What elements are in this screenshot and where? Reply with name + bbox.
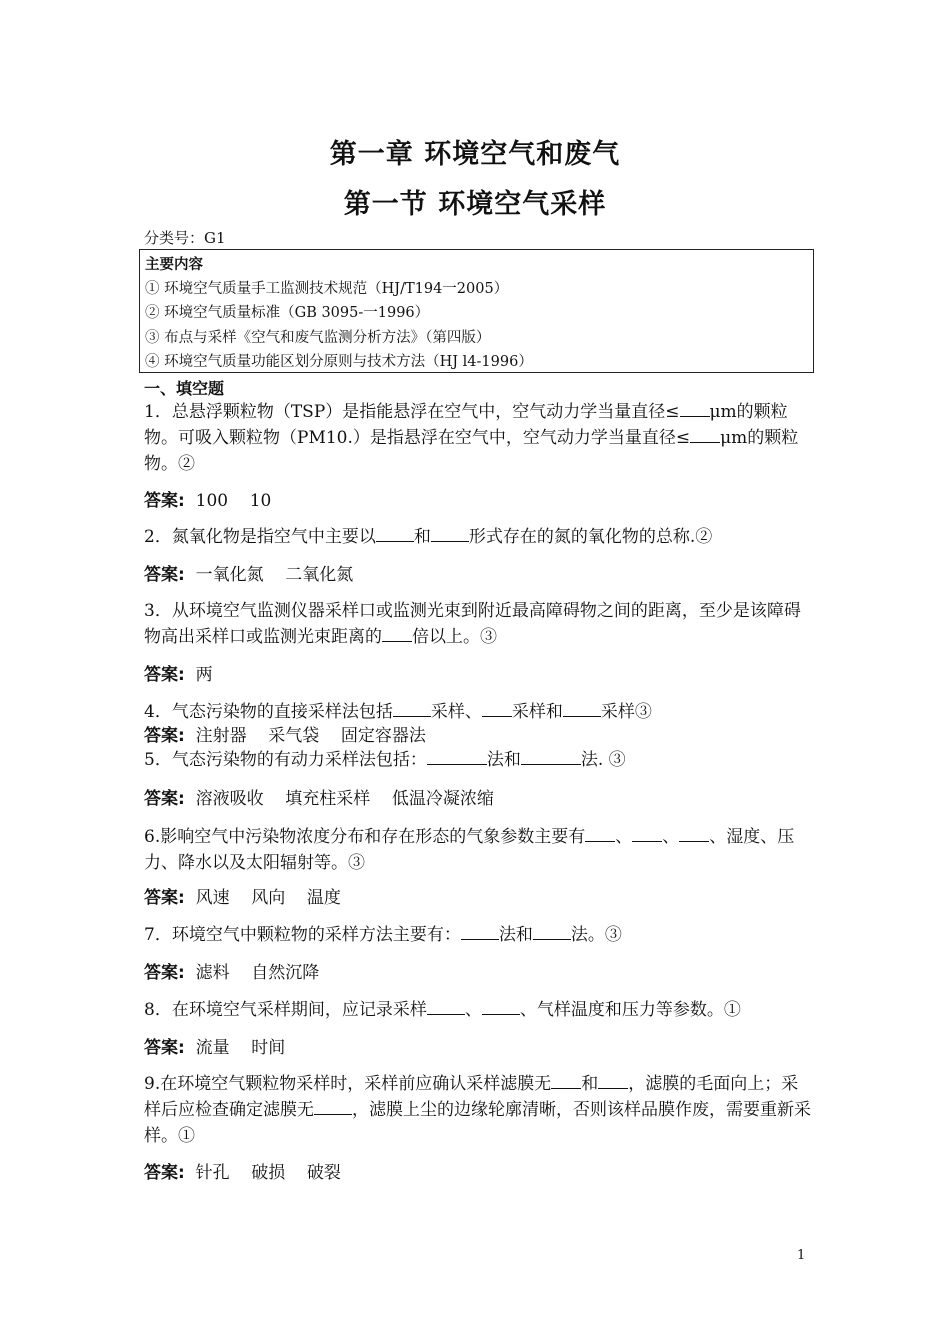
answer-8: 答案: 流量 时间 xyxy=(144,1038,286,1058)
contents-heading: 主要内容 xyxy=(145,257,203,273)
answer-4: 答案: 注射器 采气袋 固定容器法 xyxy=(144,726,426,746)
contents-item: ① 环境空气质量手工监测技术规范（HJ/T194一2005） xyxy=(145,281,509,298)
question-4: 4．气态污染物的直接采样法包括 采样、 采样和 采样③ xyxy=(144,702,652,722)
answer-9: 答案: 针孔 破损 破裂 xyxy=(144,1163,341,1183)
chapter-title: 第一章 环境空气和废气 xyxy=(329,139,621,170)
blank xyxy=(427,748,487,765)
blank xyxy=(563,700,601,717)
fill-in-blank-heading: 一、填空题 xyxy=(144,379,225,398)
question-3: 3．从环境空气监测仪器采样口或监测光束到附近最高障碍物之间的距离，至少是该障碍物高出采样口或监测光束距离的 倍以上。③ xyxy=(144,601,801,647)
blank xyxy=(376,525,414,542)
blank xyxy=(461,923,499,940)
blank xyxy=(521,748,581,765)
question-9: 9.在环境空气颗粒物采样时，采样前应确认采样滤膜无 和 ，滤膜的毛面向上；采样后应检查确定滤膜无 ，滤膜上尘的边缘轮廓清晰，否则该样品膜作废，需要重新采样。① xyxy=(144,1074,811,1146)
blank xyxy=(427,998,465,1015)
blank xyxy=(533,923,571,940)
blank xyxy=(551,1072,581,1089)
blank xyxy=(382,625,412,642)
classification-code: 分类号：G1 xyxy=(144,229,226,247)
blank xyxy=(680,400,710,417)
answer-3: 答案: 两 xyxy=(144,665,213,685)
question-1: 1．总悬浮颗粒物（TSP）是指能悬浮在空气中，空气动力学当量直径≤ μm的颗粒物。可吸入颗粒物（PM10.）是指悬浮在空气中，空气动力学当量直径≤ μm的颗粒物。② xyxy=(144,402,799,474)
blank xyxy=(393,700,431,717)
page-number: 1 xyxy=(797,1248,806,1263)
answer-1: 答案: 100 10 xyxy=(144,491,272,511)
answer-5: 答案: 溶液吸收 填充柱采样 低温冷凝浓缩 xyxy=(144,789,494,809)
question-2: 2．氮氧化物是指空气中主要以 和 形式存在的氮的氧化物的总称.② xyxy=(144,527,713,547)
contents-item: ③ 布点与采样《空气和废气监测分析方法》（第四版） xyxy=(145,329,491,346)
blank xyxy=(482,998,520,1015)
blank xyxy=(482,700,512,717)
answer-2: 答案: 一氧化氮 二氧化氮 xyxy=(144,565,354,585)
blank xyxy=(585,825,615,842)
contents-item: ④ 环境空气质量功能区划分原则与技术方法（HJ l4-1996） xyxy=(145,353,533,370)
blank xyxy=(431,525,469,542)
contents-item: ② 环境空气质量标准（GB 3095-一1996） xyxy=(145,305,430,322)
section-title: 第一节 环境空气采样 xyxy=(343,189,607,220)
question-6: 6.影响空气中污染物浓度分布和存在形态的气象参数主要有 、 、 、湿度、压力、降水以及太阳辐射等。③ xyxy=(144,827,795,873)
question-5: 5．气态污染物的有动力采样法包括： 法和 法. ③ xyxy=(144,750,626,770)
blank xyxy=(632,825,662,842)
main-contents-box xyxy=(139,249,814,373)
blank xyxy=(690,426,720,443)
question-8: 8．在环境空气采样期间，应记录采样 、 、气样温度和压力等参数。① xyxy=(144,1000,741,1020)
question-7: 7．环境空气中颗粒物的采样方法主要有： 法和 法。③ xyxy=(144,925,622,945)
blank xyxy=(598,1072,628,1089)
blank xyxy=(314,1098,352,1115)
blank xyxy=(679,825,709,842)
answer-6: 答案: 风速 风向 温度 xyxy=(144,888,341,908)
answer-7: 答案: 滤料 自然沉降 xyxy=(144,963,320,983)
